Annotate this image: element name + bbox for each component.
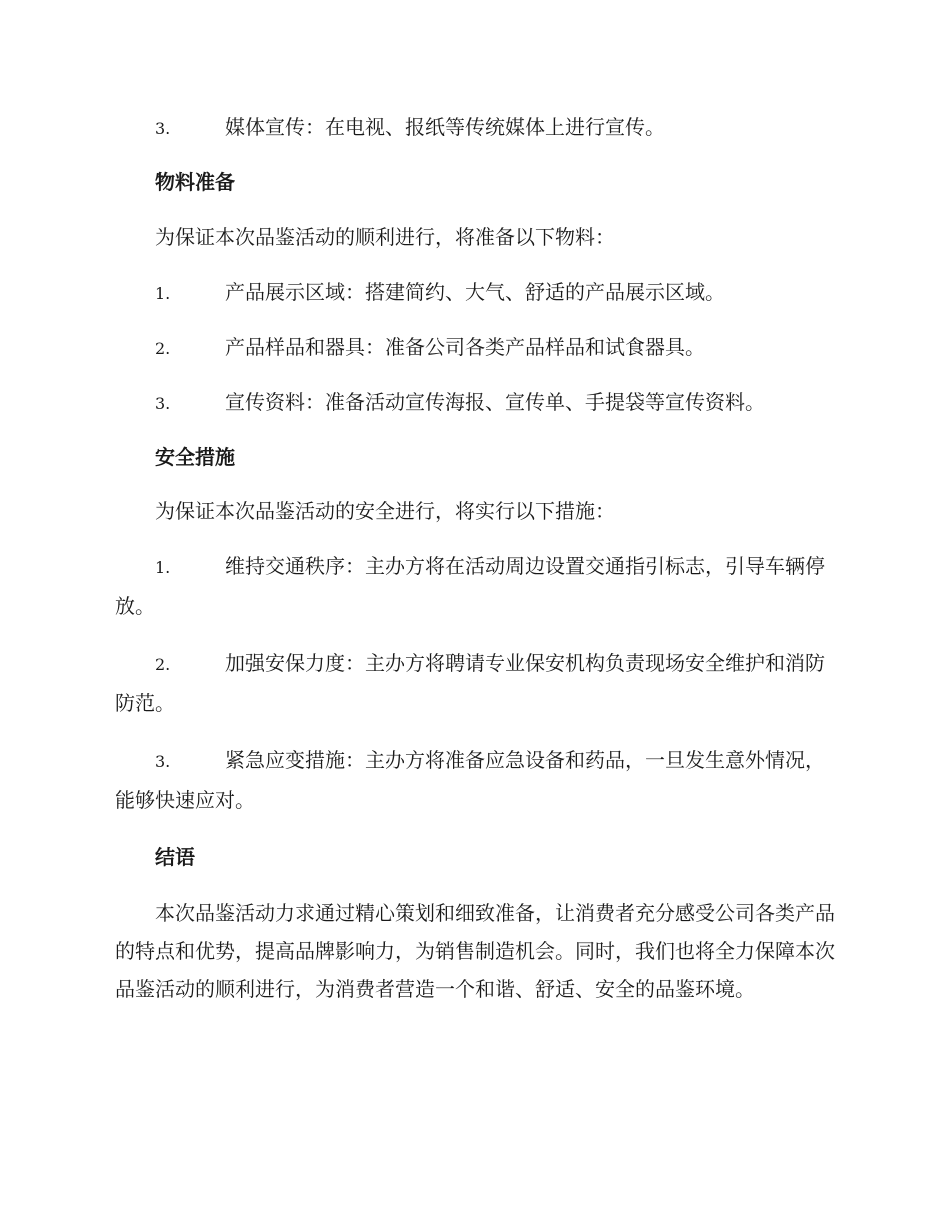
list-item: [115, 547, 835, 625]
section-heading-safety: 安全措施: [155, 445, 235, 469]
list-number: 2.: [155, 339, 171, 358]
list-number: 1.: [155, 558, 171, 577]
list-text: 宣传资料：准备活动宣传海报、宣传单、手提袋等宣传资料。: [225, 390, 765, 414]
list-item: [115, 108, 835, 148]
list-text: 产品样品和器具：准备公司各类产品样品和试食器具。: [225, 335, 705, 359]
list-text: 产品展示区域：搭建简约、大气、舒适的产品展示区域。: [225, 280, 725, 304]
section-heading-materials: 物料准备: [155, 170, 235, 194]
list-item: [115, 383, 835, 423]
list-number: 3.: [155, 394, 171, 413]
list-text: 维持交通秩序：主办方将在活动周边设置交通指引标志，引导车辆停放。: [115, 554, 825, 618]
list-item: [115, 741, 835, 819]
list-number: 1.: [155, 284, 171, 303]
list-item: [115, 644, 835, 722]
list-number: 2.: [155, 655, 171, 674]
conclusion-paragraph: 本次品鉴活动力求通过精心策划和细致准备，让消费者充分感受公司各类产品的特点和优势，提高品牌影响力，为销售制造机会。同时，我们也将全力保障本次品鉴活动的顺利进行，为消费者营造一个和谐、舒适、安全的品鉴环境。: [115, 901, 835, 1001]
list-text: 紧急应变措施：主办方将准备应急设备和药品，一旦发生意外情况，能够快速应对。: [115, 748, 825, 812]
list-number: 3.: [155, 119, 171, 138]
section-intro-materials: 为保证本次品鉴活动的顺利进行，将准备以下物料：: [155, 225, 615, 249]
list-text: 加强安保力度：主办方将聘请专业保安机构负责现场安全维护和消防防范。: [115, 651, 825, 715]
list-item: [115, 273, 835, 313]
section-intro-safety: 为保证本次品鉴活动的安全进行，将实行以下措施：: [155, 499, 615, 523]
list-item: [115, 328, 835, 368]
list-text: 媒体宣传：在电视、报纸等传统媒体上进行宣传。: [225, 115, 665, 139]
list-number: 3.: [155, 752, 171, 771]
section-heading-conclusion: 结语: [155, 845, 195, 869]
